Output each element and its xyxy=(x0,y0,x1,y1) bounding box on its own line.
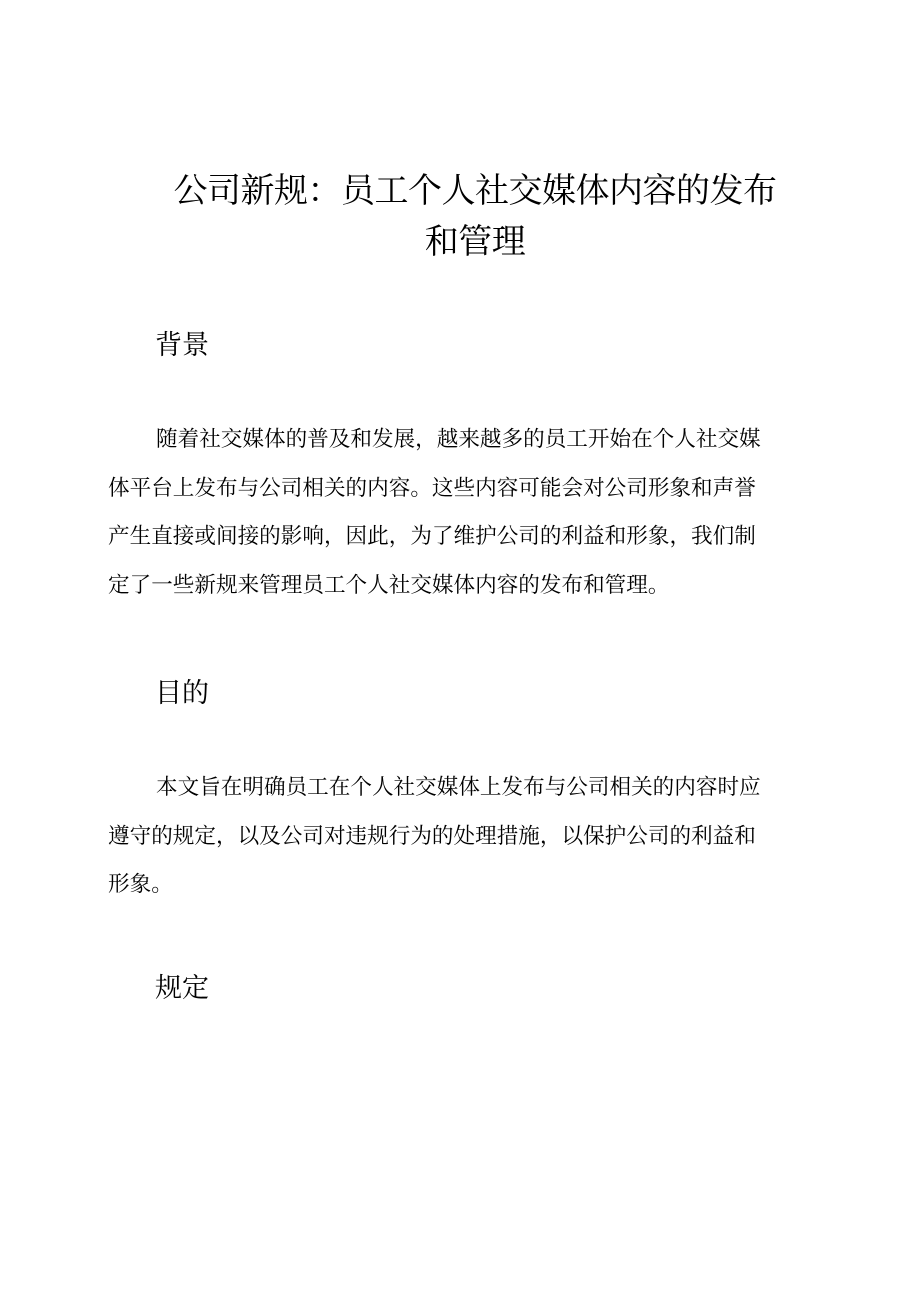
paragraph-line: 产生直接或间接的影响，因此，为了维护公司的利益和形象，我们制 xyxy=(108,524,756,549)
document-title-line-2: 和管理 xyxy=(424,222,526,262)
paragraph-line: 遵守的规定，以及公司对违规行为的处理措施，以保护公司的利益和 xyxy=(108,823,756,849)
section-heading-purpose: 目的 xyxy=(155,678,209,709)
paragraph-line: 形象。 xyxy=(108,872,173,897)
paragraph-line: 定了一些新规来管理员工个人社交媒体内容的发布和管理。 xyxy=(108,572,670,598)
document-title-line-1: 公司新规：员工个人社交媒体内容的发布 xyxy=(173,171,777,211)
paragraph-line: 本文旨在明确员工在个人社交媒体上发布与公司相关的内容时应 xyxy=(156,775,761,800)
section-heading-background: 背景 xyxy=(155,330,209,361)
section-paragraph-background xyxy=(108,416,814,610)
paragraph-line: 随着社交媒体的普及和发展，越来越多的员工开始在个人社交媒 xyxy=(156,427,761,452)
document-title xyxy=(140,166,810,268)
paragraph-line: 体平台上发布与公司相关的内容。这些内容可能会对公司形象和声誉 xyxy=(108,475,756,501)
section-paragraph-purpose xyxy=(108,764,814,910)
section-heading-rules: 规定 xyxy=(155,973,209,1004)
